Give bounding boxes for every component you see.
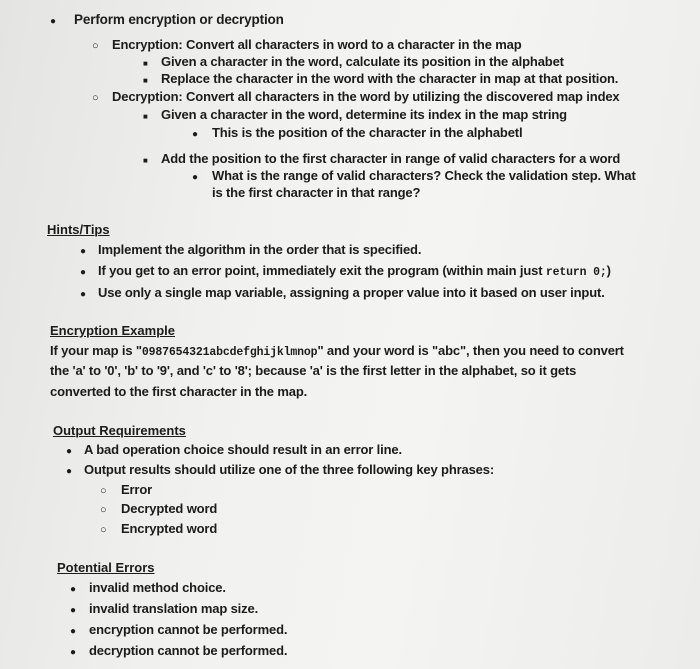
output-phrase: Decrypted word bbox=[121, 501, 218, 516]
example-map-code: 0987654321abcdefghijklmnop bbox=[141, 346, 318, 359]
output-phrase: Encrypted word bbox=[121, 521, 218, 536]
decryption-step-1-note: This is the position of the character in the alphabetl bbox=[212, 125, 523, 140]
example-line-3: converted to the first character in the map. bbox=[50, 384, 308, 399]
example-line-1-prefix: If your map is " bbox=[50, 343, 142, 358]
output-item-2: Output results should utilize one of the three following key phrases: bbox=[84, 462, 495, 477]
bullet-dot-icon bbox=[66, 461, 72, 481]
encryption-step-1: Given a character in the word, calculate its position in the alphabet bbox=[161, 54, 564, 69]
example-line-2: the 'a' to '0', 'b' to '9', and 'c' to '8'; because 'a' is the first letter in the alphabet, so it gets bbox=[50, 363, 577, 378]
decryption-step-2-note-line1: What is the range of valid characters? Check the validation step. What bbox=[212, 168, 636, 183]
hint-item-2-code: return 0; bbox=[545, 266, 607, 279]
bullet-dot-icon bbox=[70, 579, 76, 599]
bullet-dot-icon bbox=[80, 241, 86, 261]
bullet-dot-icon bbox=[80, 284, 86, 304]
example-line-1-suffix: " and your word is "abc", then you need to convert bbox=[317, 343, 624, 358]
error-item: decryption cannot be performed. bbox=[89, 643, 288, 658]
error-item: encryption cannot be performed. bbox=[89, 622, 288, 637]
bullet-dot-icon bbox=[66, 441, 72, 461]
error-item: invalid translation map size. bbox=[89, 601, 259, 616]
bullet-dot-icon bbox=[70, 642, 76, 662]
bullet-circle-icon bbox=[100, 520, 107, 539]
bullet-circle-icon bbox=[92, 36, 99, 55]
output-heading: Output Requirements bbox=[53, 423, 186, 438]
bullet-dot-icon bbox=[192, 167, 198, 187]
bullet-square-icon bbox=[143, 150, 148, 170]
hints-heading: Hints/Tips bbox=[47, 222, 110, 237]
decryption-step-2: Add the position to the first character in range of valid characters for a word bbox=[161, 151, 621, 166]
bullet-circle-icon bbox=[100, 481, 107, 500]
hint-item-2-prefix: If you get to an error point, immediately exit the program (within main just bbox=[98, 263, 546, 278]
hint-item-2-suffix: ) bbox=[606, 263, 611, 278]
hint-item-3: Use only a single map variable, assigning a proper value into it based on user input. bbox=[98, 285, 605, 300]
bullet-circle-icon bbox=[92, 88, 99, 107]
perform-heading: Perform encryption or decryption bbox=[74, 12, 284, 27]
bullet-dot-icon bbox=[70, 621, 76, 641]
bullet-square-icon bbox=[143, 70, 148, 90]
bullet-dot-icon bbox=[80, 262, 86, 282]
bullet-square-icon bbox=[143, 106, 148, 126]
example-heading: Encryption Example bbox=[50, 323, 175, 338]
decryption-step-2-note-line2: is the first character in that range? bbox=[212, 185, 421, 200]
example-line-1 bbox=[50, 342, 624, 362]
error-item: invalid method choice. bbox=[89, 580, 226, 595]
bullet-circle-icon bbox=[100, 500, 107, 519]
encryption-item: Encryption: Convert all characters in word to a character in the map bbox=[112, 37, 522, 52]
hint-item-1: Implement the algorithm in the order that is specified. bbox=[98, 242, 422, 257]
decryption-step-1: Given a character in the word, determine its index in the map string bbox=[161, 107, 567, 122]
bullet-dot-icon bbox=[192, 124, 198, 144]
output-phrase: Error bbox=[121, 482, 153, 497]
output-item-1: A bad operation choice should result in an error line. bbox=[84, 442, 402, 457]
bullet-dot-icon bbox=[70, 600, 76, 620]
hint-item-2 bbox=[98, 262, 611, 282]
errors-heading: Potential Errors bbox=[57, 560, 155, 575]
decryption-item: Decryption: Convert all characters in the word by utilizing the discovered map index bbox=[112, 89, 620, 104]
encryption-step-2: Replace the character in the word with the character in map at that position. bbox=[161, 71, 619, 86]
bullet-dot-icon bbox=[50, 11, 56, 31]
